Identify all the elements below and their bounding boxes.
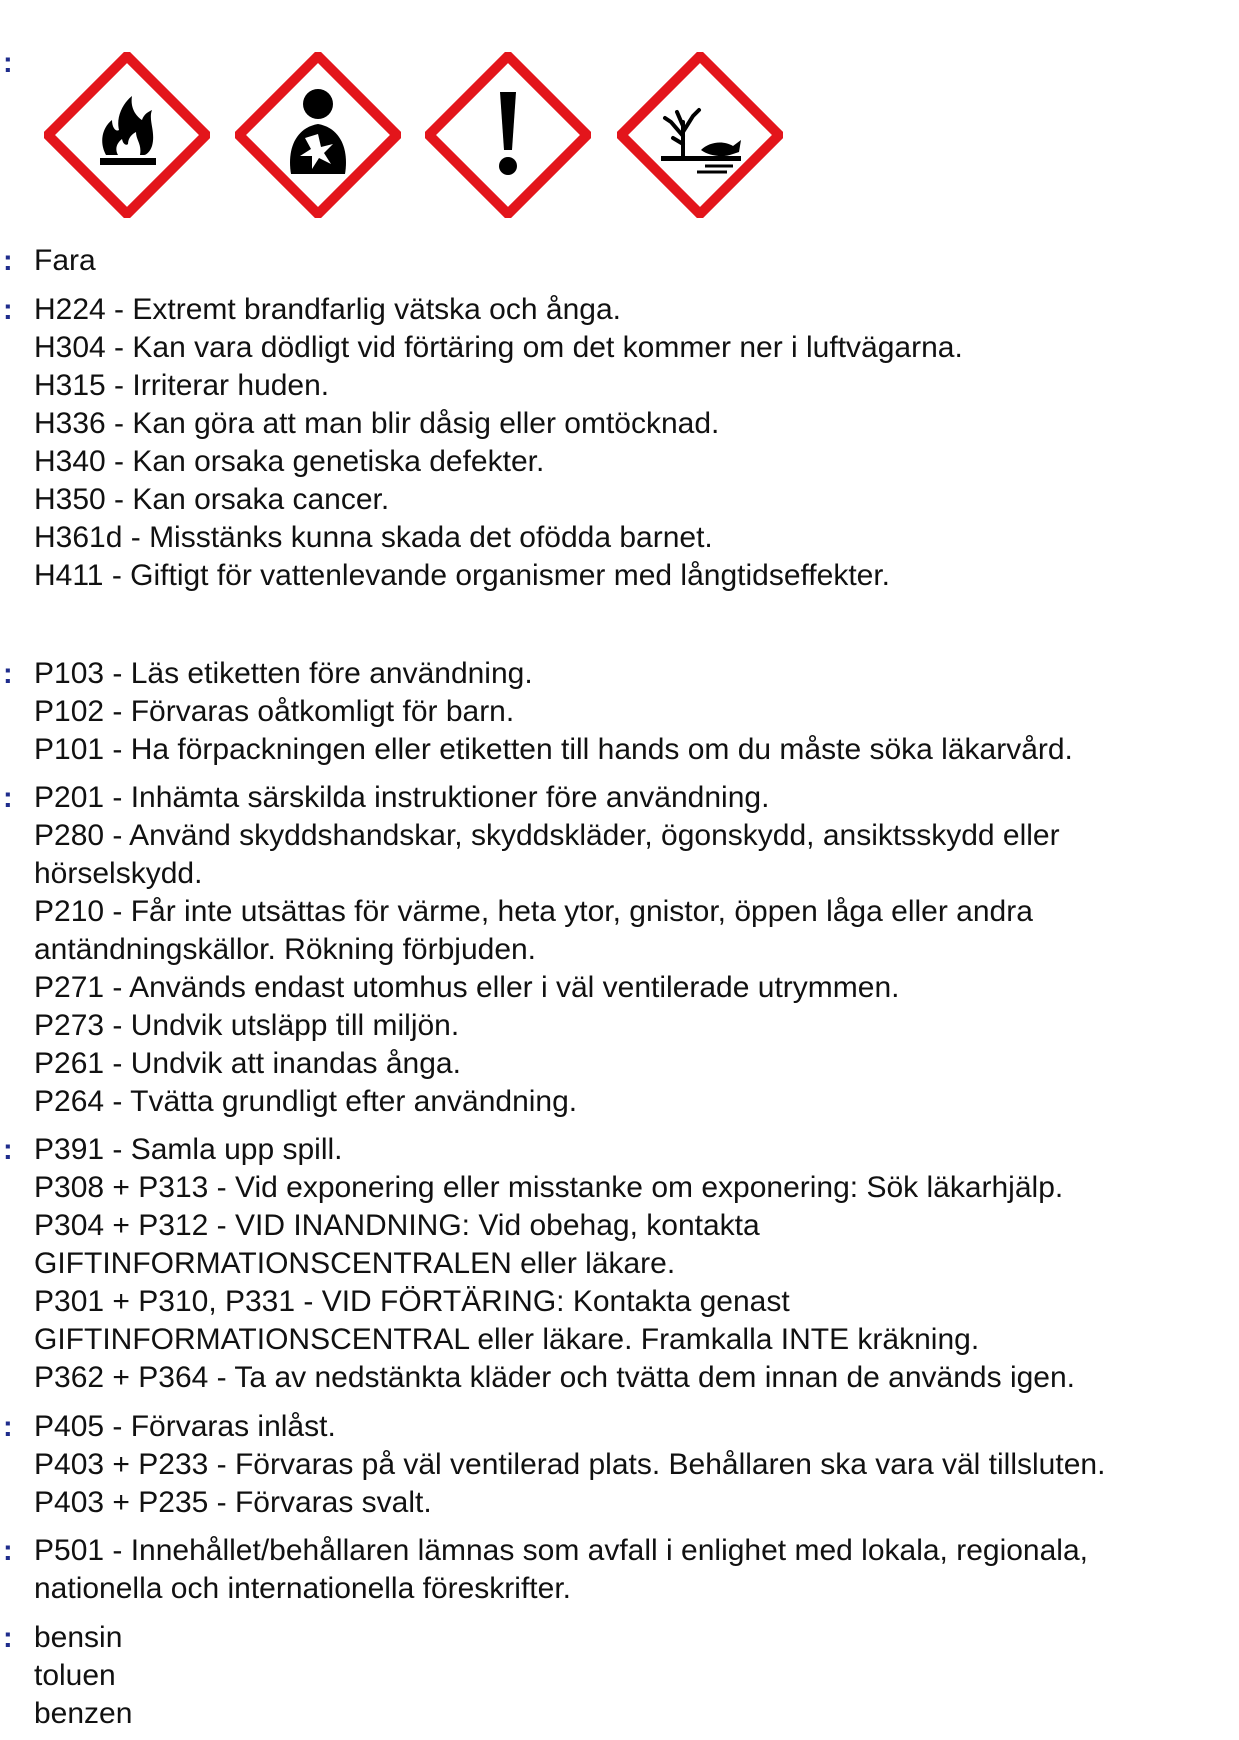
- hazard-statement: H304 - Kan vara dödligt vid förtäring om det kommer ner i luftvägarna.: [34, 331, 963, 364]
- precaution-general-separator: :: [3, 658, 13, 690]
- precaution-disposal-separator: :: [3, 1535, 13, 1567]
- hazard-statement: H315 - Irriterar huden.: [34, 369, 330, 402]
- signal-word: Fara: [34, 244, 96, 277]
- precaution-statement: P308 + P313 - Vid exponering eller misstanke om exponering: Sök läkarhjälp.: [34, 1171, 1064, 1204]
- precaution-statement: P304 + P312 - VID INANDNING: Vid obehag, kontakta: [34, 1209, 760, 1242]
- precaution-statement: P391 - Samla upp spill.: [34, 1133, 343, 1166]
- precaution-statement: P101 - Ha förpackningen eller etiketten till hands om du måste söka läkarvård.: [34, 733, 1073, 766]
- precaution-statement: GIFTINFORMATIONSCENTRALEN eller läkare.: [34, 1247, 676, 1280]
- precaution-statement: P264 - Tvätta grundligt efter användning.: [34, 1085, 578, 1118]
- precaution-statement: P301 + P310, P331 - VID FÖRTÄRING: Kontakta genast: [34, 1285, 790, 1318]
- precaution-statement: P362 + P364 - Ta av nedstänkta kläder och tvätta dem innan de används igen.: [34, 1361, 1075, 1394]
- precaution-statement: P405 - Förvaras inlåst.: [34, 1410, 336, 1443]
- precaution-statement: P271 - Används endast utomhus eller i väl ventilerade utrymmen.: [34, 971, 900, 1004]
- precaution-statement: P261 - Undvik att inandas ånga.: [34, 1047, 461, 1080]
- precaution-statement: P201 - Inhämta särskilda instruktioner före användning.: [34, 781, 770, 814]
- precaution-response-separator: :: [3, 1134, 13, 1166]
- precaution-statement: hörselskydd.: [34, 857, 203, 890]
- pictograms-separator: :: [3, 47, 13, 79]
- precaution-statement: P102 - Förvaras oåtkomligt för barn.: [34, 695, 515, 728]
- hazard-pictograms: [44, 52, 784, 220]
- health-hazard-icon: [235, 52, 401, 218]
- precaution-statement: P210 - Får inte utsättas för värme, heta ytor, gnistor, öppen låga eller andra: [34, 895, 1033, 928]
- hazard-statement: H361d - Misstänks kunna skada det ofödda barnet.: [34, 521, 713, 554]
- hazard-statement: H350 - Kan orsaka cancer.: [34, 483, 390, 516]
- precaution-prevention-separator: :: [3, 782, 13, 814]
- precaution-statement: antändningskällor. Rökning förbjuden.: [34, 933, 537, 966]
- hazard-statement: H411 - Giftigt för vattenlevande organismer med långtidseffekter.: [34, 559, 891, 592]
- precaution-statement: P501 - Innehållet/behållaren lämnas som avfall i enlighet med lokala, regionala,: [34, 1534, 1088, 1567]
- hazard-statement: H336 - Kan göra att man blir dåsig eller omtöcknad.: [34, 407, 720, 440]
- precaution-statement: P103 - Läs etiketten före användning.: [34, 657, 533, 690]
- precaution-storage-separator: :: [3, 1411, 13, 1443]
- precaution-statement: nationella och internationella föreskrifter.: [34, 1572, 571, 1605]
- environment-icon: [617, 52, 783, 218]
- hazard-statements-separator: :: [3, 294, 13, 326]
- component-name: bensin: [34, 1621, 123, 1654]
- precaution-statement: P403 + P235 - Förvaras svalt.: [34, 1486, 432, 1519]
- component-name: toluen: [34, 1659, 116, 1692]
- signal-word-separator: :: [3, 245, 13, 277]
- precaution-statement: P273 - Undvik utsläpp till miljön.: [34, 1009, 460, 1042]
- precaution-statement: P403 + P233 - Förvaras på väl ventilerad plats. Behållaren ska vara väl tillsluten.: [34, 1448, 1106, 1481]
- precaution-statement: GIFTINFORMATIONSCENTRAL eller läkare. Framkalla INTE kräkning.: [34, 1323, 980, 1356]
- component-name: benzen: [34, 1697, 133, 1730]
- exclamation-mark-icon: [425, 52, 591, 218]
- hazard-statement: H224 - Extremt brandfarlig vätska och ånga.: [34, 293, 621, 326]
- precaution-statement: P280 - Använd skyddshandskar, skyddskläder, ögonskydd, ansiktsskydd eller: [34, 819, 1060, 852]
- flame-icon: [44, 52, 210, 218]
- hazard-statement: H340 - Kan orsaka genetiska defekter.: [34, 445, 545, 478]
- components-separator: :: [3, 1622, 13, 1654]
